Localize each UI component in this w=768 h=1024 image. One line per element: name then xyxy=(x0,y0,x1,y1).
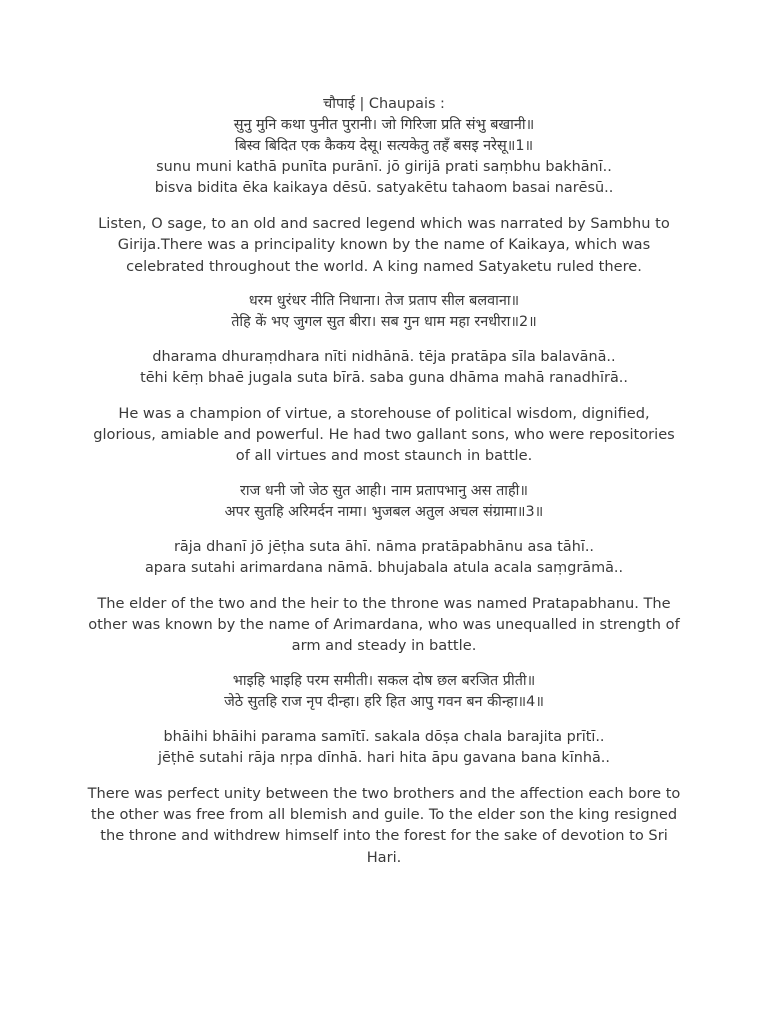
transliteration-line: bhāihi bhāihi parama samītī. sakala dōṣa chala barajita prītī.. xyxy=(163,728,605,745)
transliteration-line: sunu muni kathā punīta purānī. jō girijā prati saṃbhu bakhānī.. xyxy=(156,159,612,175)
translation-paragraph: The elder of the two and the heir to the throne was named Pratapabhanu. The other was known by the name of Arimardana, who was unequalled in strength of arm and steady in battle. xyxy=(88,594,680,655)
devanagari-line: बिस्व बिदित एक कैकय देसू। सत्यकेतु तहँ बसइ नरेसू॥1॥ xyxy=(234,138,534,154)
devanagari-line: भाइहि भाइहि परम समीती। सकल दोष छल बरजित प्रीती॥ xyxy=(232,672,536,689)
translation-paragraph: He was a champion of virtue, a storehouse of political wisdom, dignified, glorious, amiable and powerful. He had two gallant sons, who were repositories of all virtues and most staunch in battle. xyxy=(93,404,675,465)
stanza-4 xyxy=(0,671,768,868)
transliteration-line: dharama dhuraṃdhara nīti nidhānā. tēja pratāpa sīla balavānā.. xyxy=(152,348,616,365)
transliteration-line: tēhi kēṃ bhaē jugala suta bīrā. saba guna dhāma mahā ranadhīrā.. xyxy=(140,369,628,386)
devanagari-line: सुनु मुनि कथा पुनीत पुरानी। जो गिरिजा प्रति संभु बखानी॥ xyxy=(233,117,535,133)
devanagari-line: राज धनी जो जेठ सुत आही। नाम प्रतापभानु अस ताही॥ xyxy=(239,482,528,499)
translation-paragraph: There was perfect unity between the two brothers and the affection each bore to the other was free from all blemish and guile. To the elder son the king resigned the throne and withdrew himself into the forest for the sake of devotion to Sri Hari. xyxy=(87,784,681,866)
devanagari-line: अपर सुतहि अरिमर्दन नामा। भुजबल अतुल अचल संग्रामा॥3॥ xyxy=(224,503,544,520)
transliteration-line: bisva bidita ēka kaikaya dēsū. satyakētu tahaom basai narēsū.. xyxy=(154,180,614,196)
devanagari-line: जेठे सुतहि राज नृप दीन्हा। हरि हित आपु गवन बन कीन्हा॥4॥ xyxy=(224,693,544,710)
transliteration-line: rāja dhanī jō jēṭha suta āhī. nāma pratāpabhānu asa tāhī.. xyxy=(174,538,594,555)
stanza-3 xyxy=(0,481,768,657)
stanza-1 xyxy=(0,115,768,277)
translation-paragraph: Listen, O sage, to an old and sacred legend which was narrated by Sambhu to Girija.There was a principality known by the name of Kaikaya, which was celebrated throughout the world. A king named Satyaketu ruled there. xyxy=(98,215,670,275)
devanagari-line: धरम धुरंधर नीति निधाना। तेज प्रताप सील बलवाना॥ xyxy=(248,292,520,309)
transliteration-line: apara sutahi arimardana nāmā. bhujabala atula acala saṃgrāmā.. xyxy=(144,559,624,576)
section-heading: चौपाई | Chaupais : xyxy=(323,96,445,112)
devanagari-line: तेहि कें भए जुगल सुत बीरा। सब गुन धाम महा रनधीरा॥2॥ xyxy=(231,313,537,330)
transliteration-line: jēṭhē sutahi rāja nṛpa dīnhā. hari hita āpu gavana bana kīnhā.. xyxy=(158,749,610,766)
stanza-2 xyxy=(0,291,768,467)
